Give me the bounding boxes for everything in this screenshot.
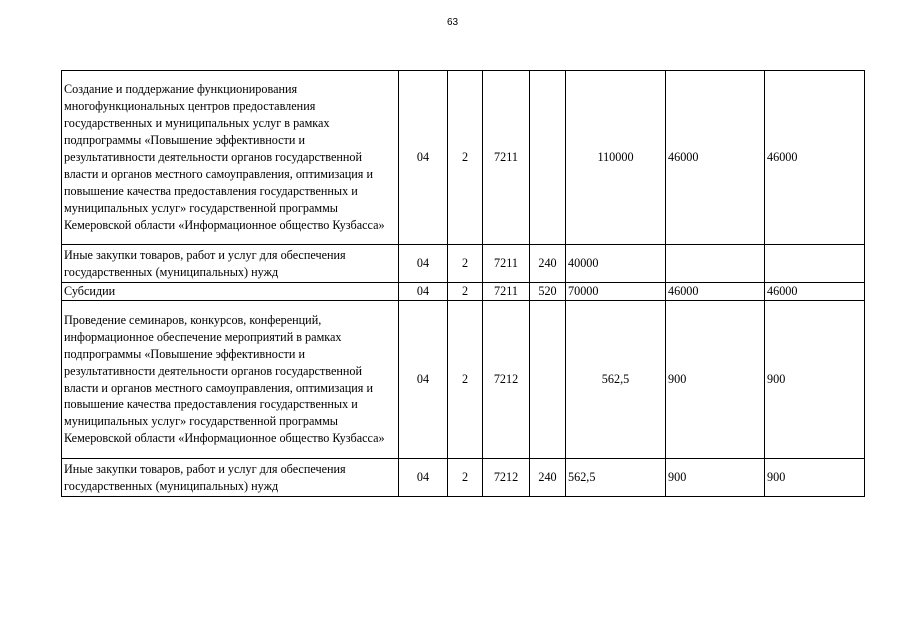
- amount-3: 900: [765, 459, 865, 497]
- amount-3: 46000: [765, 71, 865, 245]
- subsection-code: 2: [448, 245, 483, 283]
- section-code: 04: [399, 245, 448, 283]
- row-description: Иные закупки товаров, работ и услуг для обеспечения государственных (муниципальных) нужд: [62, 245, 399, 283]
- amount-2: 900: [666, 301, 765, 459]
- page-number: 63: [446, 17, 459, 28]
- row-description: Создание и поддержание функционирования многофункциональных центров предоставления государственных и муниципальных услуг в рамках подпрограммы «Повышение эффективности и результативности деятельности органов государственной власти и органов местного самоуправления, оптимизация и повышение качества предоставления государственных и муниципальных услуг» государственной программы Кемеровской области «Информационное общество Кузбасса»: [62, 71, 399, 245]
- amount-2: [666, 245, 765, 283]
- amount-2: 46000: [666, 283, 765, 301]
- amount-2: 46000: [666, 71, 765, 245]
- amount-1: 70000: [566, 283, 666, 301]
- expense-type-code: [530, 71, 566, 245]
- amount-1: 562,5: [566, 301, 666, 459]
- amount-2: 900: [666, 459, 765, 497]
- amount-3: [765, 245, 865, 283]
- expense-type-code: 520: [530, 283, 566, 301]
- amount-1: 562,5: [566, 459, 666, 497]
- row-description: Иные закупки товаров, работ и услуг для обеспечения государственных (муниципальных) нужд: [62, 459, 399, 497]
- section-code: 04: [399, 459, 448, 497]
- target-code: 7211: [483, 71, 530, 245]
- subsection-code: 2: [448, 71, 483, 245]
- row-description: Проведение семинаров, конкурсов, конференций, информационное обеспечение мероприятий в рамках подпрограммы «Повышение эффективности и результативности деятельности органов государственной власти и органов местного самоуправления, оптимизация и повышение качества предоставления государственных и муниципальных услуг» государственной программы Кемеровской области «Информационное общество Кузбасса»: [62, 301, 399, 459]
- section-code: 04: [399, 301, 448, 459]
- section-code: 04: [399, 71, 448, 245]
- target-code: 7212: [483, 459, 530, 497]
- row-description: Субсидии: [62, 283, 399, 301]
- expense-type-code: 240: [530, 459, 566, 497]
- amount-1: 110000: [566, 71, 666, 245]
- target-code: 7211: [483, 245, 530, 283]
- table-row: [62, 71, 865, 245]
- section-code: 04: [399, 283, 448, 301]
- table-row: [62, 459, 865, 497]
- target-code: 7212: [483, 301, 530, 459]
- amount-1: 40000: [566, 245, 666, 283]
- table-row: [62, 301, 865, 459]
- subsection-code: 2: [448, 283, 483, 301]
- amount-3: 900: [765, 301, 865, 459]
- table-row: [62, 283, 865, 301]
- expense-type-code: 240: [530, 245, 566, 283]
- budget-table: [61, 70, 865, 497]
- expense-type-code: [530, 301, 566, 459]
- target-code: 7211: [483, 283, 530, 301]
- table-row: [62, 245, 865, 283]
- subsection-code: 2: [448, 459, 483, 497]
- subsection-code: 2: [448, 301, 483, 459]
- amount-3: 46000: [765, 283, 865, 301]
